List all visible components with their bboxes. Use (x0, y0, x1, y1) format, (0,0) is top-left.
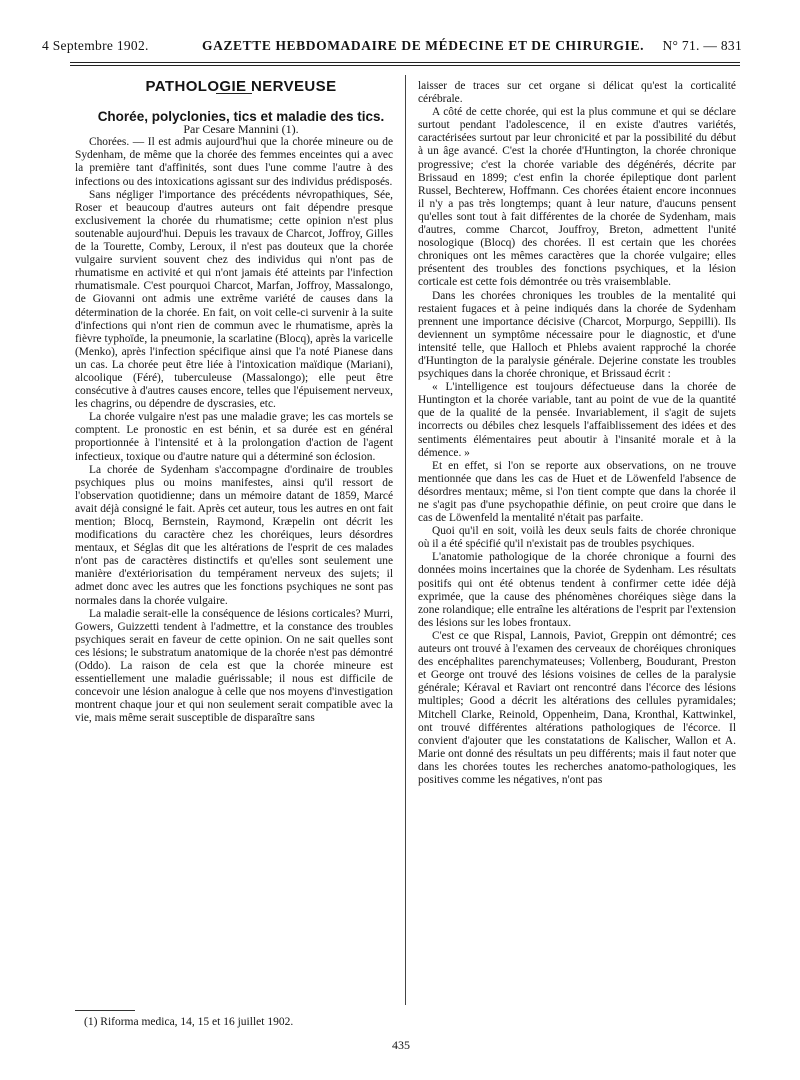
article-title: Chorée, polyclonies, tics et maladie des tics. (97, 109, 385, 125)
column-divider (405, 75, 406, 1005)
page-number: 435 (392, 1038, 410, 1052)
left-column (75, 80, 393, 726)
paragraph: La chorée de Sydenham s'accompagne d'ordinaire de troubles psychiques plus ou moins manifestes, ainsi qu'il ressort de l'observation quotidienne; dans un mémoire datant de 1859, Marcé avait déjà consigné le fait. Après cet auteur, tous les autres en ont fait mention; Blocq, Bernstein, Raymond, Kræpelin ont décrit les modifications du caractère chez les choréiques, leurs désordres mentaux, et Séglas dit que les altérations de l'esprit de ces malades n'ont pas de caractères distinctifs et qu'elles sont seulement une manière d'extériorisation du tempérament nerveux des sujets; il admet donc avec les autres que les fonctions psychiques ne sont pas normales dans la chorée vulgaire. (75, 463, 393, 607)
section-title: PATHOLOGIE NERVEUSE (145, 78, 337, 95)
right-column (418, 80, 736, 787)
running-header (42, 38, 742, 60)
paragraph: Sans négliger l'importance des précédents névropathiques, Sée, Roser et beaucoup d'autres auteurs ont fait dépendre presque exclusivement la chorée du rhumatisme; cette opinion n'est plus soutenable aujourd'hui. Depuis les travaux de Charcot, Joffroy, Gilles de la Tourette, Comby, Leroux, il n'est pas douteux que la chorée vulgaire survient souvent chez des individus qui n'ont pas de rhumatisme en activité et qui n'ont jamais été atteints par l'infection rhumatismale. C'est pourquoi Charcot, Marfan, Joffroy, Massalongo, de Giovanni ont admis une extrême variété de causes dans la détermination de la chorée. En fait, on voit celle-ci survenir à la suite d'infections qui n'ont rien de commun avec le rhumatisme, après la fièvre typhoïde, la pneumonie, la scarlatine (Blocq), après la varicelle (Menko), après l'infection spécifique ainsi que l'a noté Pianese dans un cas. La chorée peut être liée à l'intoxication maïdique (Mariani), alcoolique (Féré), tuberculeuse (Massalongo); elle peut être consécutive à d'autres causes encore, telles que l'épuisement nerveux, les chagrins, ou dépendre de dyscrasies, etc. (75, 188, 393, 411)
header-rule-top (70, 62, 740, 63)
paragraph: Dans les chorées chroniques les troubles de la mentalité qui restaient fugaces et à peine indiqués dans la chorée de Sydenham prennent une importance décisive (Charcot, Morpurgo, Seppilli). Ils deviennent un symptôme nécessaire pour le diagnostic, et d'une intensité telle, que Halloch et Phlebs avaient rapproché la chorée d'Huntington de la paralysie générale. Dejerine constate les troubles psychiques dans la chorée chronique, et Brissaud écrit : (418, 289, 736, 381)
paragraph: Et en effet, si l'on se reporte aux observations, on ne trouve mentionnée que dans les cas de Huet et de Löwenfeld l'absence de désordres mentaux; même, si l'on tient compte que dans la chorée il ne s'agit pas d'une psychopathie définie, on peut croire que dans le cas de Löwenfeld la mentalité n'était pas parfaite. (418, 459, 736, 525)
paragraph: La maladie serait-elle la conséquence de lésions corticales? Murri, Gowers, Guizzetti tendent à l'admettre, et la constance des troubles psychiques serait en faveur de cette opinion. On ne sait quelles sont ces lésions; le substratum anatomique de la chorée n'est pas démontré (Oddo). La raison de cela est que la chorée mineure est essentiellement une maladie guérissable; il nous est difficile de concevoir une lésion analogue à celle que nos moyens d'investigation montrent chaque jour et qui non seulement serait compatible avec la vie, mais même serait susceptible de disparaître sans (75, 607, 393, 725)
article-byline: Par Cesare Mannini (1). (183, 122, 299, 137)
paragraph: L'anatomie pathologique de la chorée chronique a fourni des données moins incertaines que la chorée de Sydenham. Les résultats positifs qui ont été obtenus tendent à confirmer cette idée déjà exprimée, que la cause des phénomènes choréiques siège dans la zone rolandique; elle entraîne les altérations de l'esprit par l'extension des lésions sur les lobes frontaux. (418, 551, 736, 629)
block-quote: « L'intelligence est toujours défectueuse dans la chorée de Huntington et la chorée variable, tant au point de vue de la quantité que de la qualité de la pensée. Invariablement, il s'agit de sujets incorrects ou débiles chez lesquels l'affaiblissement des idées et des sentiments élémentaires peut aboutir à l'insanité morale et à la démence. » (418, 381, 736, 459)
footnote-rule (75, 1010, 135, 1011)
paragraph: laisser de traces sur cet organe si délicat qu'est la corticalité cérébrale. (418, 80, 736, 106)
paragraph: C'est ce que Rispal, Lannois, Paviot, Greppin ont démontré; ces auteurs ont trouvé à l'examen des cerveaux de choréiques chroniques des encéphalites parenchymateuses; Vollenberg, Boudurant, Preston et George ont trouvé des lésions voisines de celles de la paralysie générale; Kéraval et Raviart ont rencontré dans l'écorce des lésions multiples; Good a décrit les altérations des cellules pyramidales; Mitchell Clarke, Reinold, Oppenheim, Dana, Kronthal, Kattwinkel, ont trouvé différentes altérations pathologiques de l'écorce. Il convient d'ajouter que les constatations de Kalischer, Wallon et A. Marie ont donné des résultats un peu différents; mais il faut noter que dans les chorées toutes les recherches anatomo-pathologiques, les positives comme les négatives, n'ont pas (418, 629, 736, 786)
header-issue-page: N° 71. — 831 (662, 38, 742, 53)
paragraph: Chorées. — Il est admis aujourd'hui que la chorée mineure ou de Sydenham, de même que la chorée des femmes enceintes qui a avec la première tant d'affinités, sont dues l'une comme l'autre à des infections ou des intoxications agissant sur des individus prédisposés. (75, 136, 393, 188)
paragraph: A côté de cette chorée, qui est la plus commune et qui se déclare surtout pendant l'adolescence, il en existe d'autres variétés, caractérisées surtout par leur chronicité et par la possibilité du début à un âge avancé. C'est la chorée d'Huntington, la chorée chronique progressive; c'est la chorée variable des dégénérés, décrite par Brissaud en 1899; c'est enfin la chorée épileptique dont parlent Russel, Bechterew, Hoffmann. Ces chorées étaient encore inconnues il n'y a pas très longtemps; quant à leur nature, d'aucuns pensent qu'elles sont tout à fait différentes de la chorée de Sydenham, mais d'autres, comme Charcot, Jouffroy, Breton, admettent l'unité nosologique (Blocq) des chorées. Il est certain que les chorées chroniques ont les mêmes caractères que la chorée vulgaire; elles présentent des troubles des fonctions psychiques, et la lésion corticale est cette fois démontrée ou très vraisemblable. (418, 106, 736, 289)
header-rule-bottom (70, 65, 740, 66)
header-journal-title: GAZETTE HEBDOMADAIRE DE MÉDECINE ET DE CHIRURGIE. (202, 38, 645, 53)
header-date: 4 Septembre 1902. (42, 38, 149, 53)
footnote: (1) Riforma medica, 14, 15 et 16 juillet 1902. (84, 1016, 294, 1028)
paragraph: Quoi qu'il en soit, voilà les deux seuls faits de chorée chronique où il a été spécifié qu'il n'existait pas de troubles psychiques. (418, 525, 736, 551)
paragraph: La chorée vulgaire n'est pas une maladie grave; les cas mortels se comptent. Le pronostic en est bénin, et sa durée est en général proportionnée à l'intensité et à la prolongation d'action de l'agent infectieux, toxique ou d'autre nature qui a déterminé son éclosion. (75, 411, 393, 463)
